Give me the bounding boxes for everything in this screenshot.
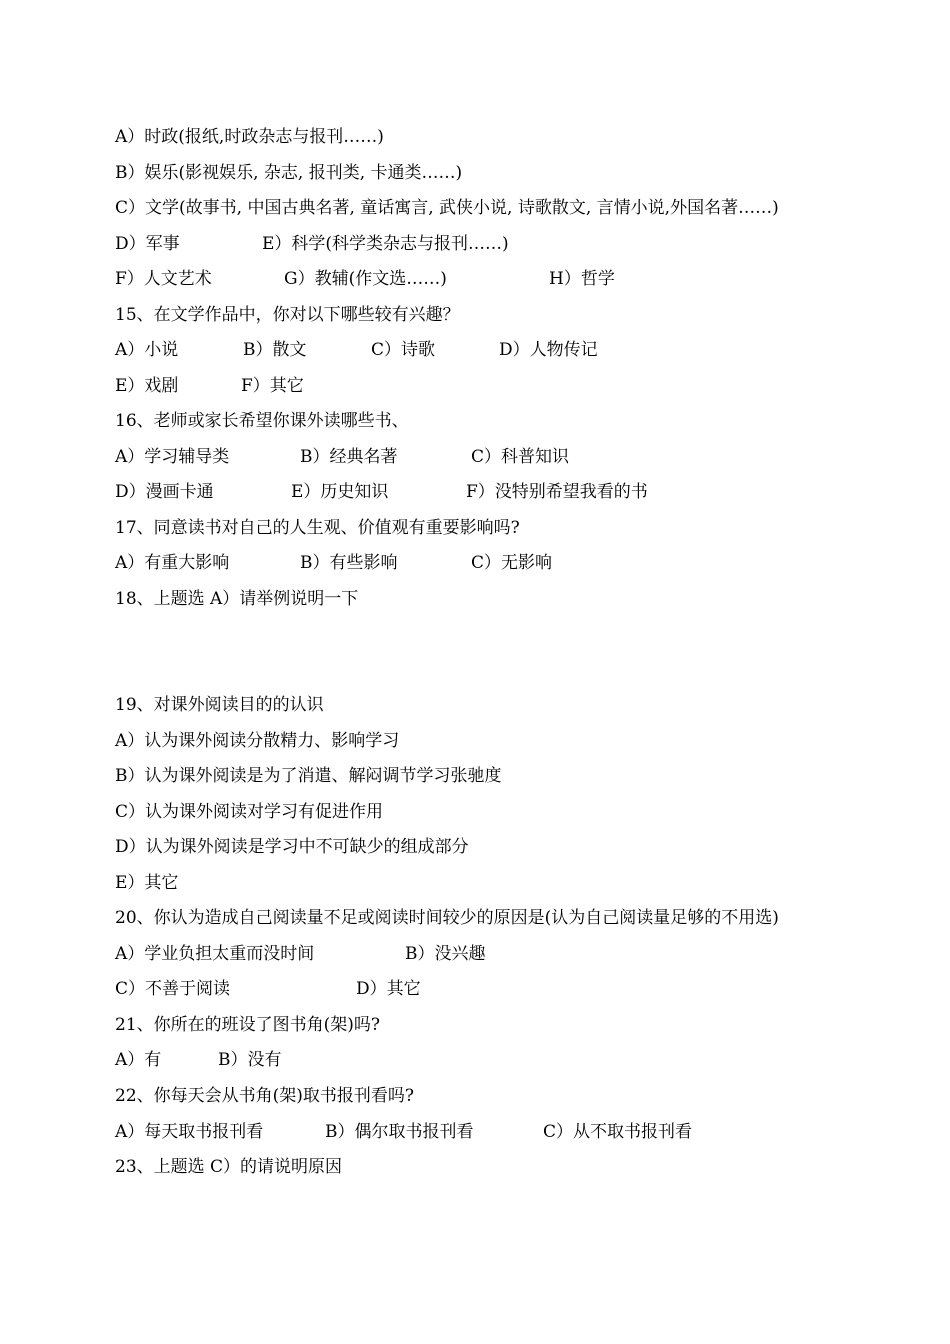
q14-option-h: H）哲学 <box>549 269 615 289</box>
q21-question: 21、你所在的班设了图书角(架)吗? <box>115 1015 381 1035</box>
q20-option-a: A）学业负担太重而没时间 <box>115 944 315 964</box>
q19-option-e: E）其它 <box>115 873 179 893</box>
q19-option-c: C）认为课外阅读对学习有促进作用 <box>115 802 384 822</box>
q14-option-e: E）科学(科学类杂志与报刊……) <box>262 234 509 254</box>
q20-option-b: B）没兴趣 <box>405 944 486 964</box>
q15-option-c: C）诗歌 <box>371 340 436 360</box>
q14-option-b: B）娱乐(影视娱乐, 杂志, 报刊类, 卡通类……) <box>115 163 463 183</box>
q20-option-c: C）不善于阅读 <box>115 979 231 999</box>
q15-option-f: F）其它 <box>241 376 304 396</box>
q16-option-a: A）学习辅导类 <box>115 447 230 467</box>
q14-option-a: A）时政(报纸,时政杂志与报刊……) <box>115 127 384 147</box>
q23-question: 23、上题选 C）的请说明原因 <box>115 1157 343 1177</box>
q17-option-a: A）有重大影响 <box>115 553 230 573</box>
q21-option-b: B）没有 <box>218 1050 282 1070</box>
q18-question: 18、上题选 A）请举例说明一下 <box>115 589 359 609</box>
q16-option-d: D）漫画卡通 <box>115 482 214 502</box>
q17-question: 17、同意读书对自己的人生观、价值观有重要影响吗? <box>115 518 520 538</box>
q16-option-b: B）经典名著 <box>300 447 398 467</box>
q19-option-d: D）认为课外阅读是学习中不可缺少的组成部分 <box>115 837 469 857</box>
q15-option-b: B）散文 <box>243 340 307 360</box>
q15-option-a: A）小说 <box>115 340 179 360</box>
q16-question: 16、老师或家长希望你课外读哪些书、 <box>115 411 409 431</box>
q15-option-d: D）人物传记 <box>499 340 598 360</box>
q16-option-f: F）没特别希望我看的书 <box>466 482 648 502</box>
q21-option-a: A）有 <box>115 1050 162 1070</box>
q22-option-c: C）从不取书报刊看 <box>543 1122 693 1142</box>
q14-option-c: C）文学(故事书, 中国古典名著, 童话寓言, 武侠小说, 诗歌散文, 言情小说,外国名著……) <box>115 198 779 218</box>
q19-option-b: B）认为课外阅读是为了消遣、解闷调节学习张驰度 <box>115 766 502 786</box>
q17-option-b: B）有些影响 <box>300 553 398 573</box>
q20-option-d: D）其它 <box>356 979 421 999</box>
q22-option-b: B）偶尔取书报刊看 <box>325 1122 474 1142</box>
q14-option-d: D）军事 <box>115 234 180 254</box>
q22-question: 22、你每天会从书角(架)取书报刊看吗? <box>115 1086 415 1106</box>
q15-question: 15、在文学作品中，你对以下哪些较有兴趣？ <box>115 305 460 325</box>
q16-option-e: E）历史知识 <box>291 482 389 502</box>
q14-option-f: F）人文艺术 <box>115 269 212 289</box>
q19-question: 19、对课外阅读目的的认识 <box>115 695 324 715</box>
q15-option-e: E）戏剧 <box>115 376 179 396</box>
q16-option-c: C）科普知识 <box>471 447 570 467</box>
q14-option-g: G）教辅(作文选……) <box>284 269 447 289</box>
q20-question: 20、你认为造成自己阅读量不足或阅读时间较少的原因是(认为自己阅读量足够的不用选) <box>115 908 779 928</box>
q17-option-c: C）无影响 <box>471 553 553 573</box>
q22-option-a: A）每天取书报刊看 <box>115 1122 264 1142</box>
q19-option-a: A）认为课外阅读分散精力、影响学习 <box>115 731 400 751</box>
